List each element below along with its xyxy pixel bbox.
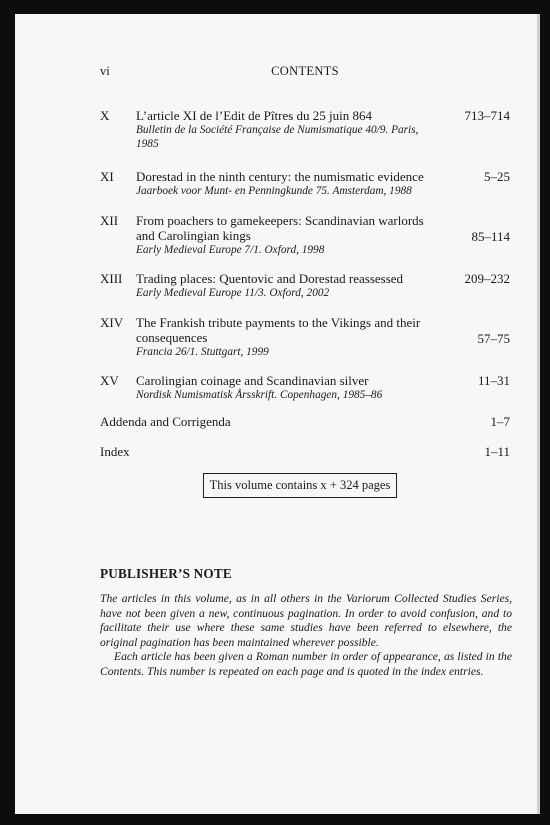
entry-source: Early Medieval Europe 7/1. Oxford, 1998 [136,244,325,256]
entry-numeral: X [100,108,110,123]
publishers-note-paragraph: Each article has been given a Roman number in order of appearance, as listed in the Contents. This number is repeated on each page and is quoted in the index entries. [100,650,512,678]
entry-source: Jaarboek voor Munt- en Penningkunde 75. Amsterdam, 1988 [136,185,412,197]
addenda-pages: 1–7 [490,414,510,429]
addenda-row [100,414,510,430]
entry-title: Carolingian coinage and Scandinavian silver [136,373,369,388]
volume-pages-box: This volume contains x + 324 pages [203,473,397,498]
entry-numeral: XI [100,169,114,184]
entry-numeral: XV [100,373,119,388]
entry-title: From poachers to gamekeepers: Scandinavian warlords and Carolingian kings [136,213,424,243]
index-row [100,444,510,460]
running-title: CONTENTS [271,64,339,78]
entry-numeral: XII [100,213,119,228]
entry-numeral: XIII [100,271,123,286]
index-pages: 1–11 [484,444,510,459]
page-number: vi [100,64,110,78]
entry-pages: 5–25 [484,169,510,184]
entry-pages: 713–714 [464,108,510,123]
entry-source: Francia 26/1. Stuttgart, 1999 [136,346,269,358]
entry-numeral: XIV [100,315,124,330]
entry-pages: 11–31 [477,373,510,388]
page-edge [537,14,540,814]
publishers-note-paragraph: The articles in this volume, as in all others in the Variorum Collected Studies Series, have not been given a new, continuous pagination. In order to avoid confusion, and to facilitate their use where these same studies have been referred to elsewhere, the original pagination has been maintained wherever possible. [100,592,512,649]
entry-pages: 85–114 [471,229,510,244]
entry-pages: 57–75 [477,331,510,346]
index-label: Index [100,444,130,459]
publishers-note [100,592,512,680]
entry-title: The Frankish tribute payments to the Vikings and their consequences [136,315,421,345]
entry-title: Trading places: Quentovic and Dorestad reassessed [136,271,404,286]
entry-title: L’article XI de l’Edit de Pîtres du 25 juin 864 [136,108,372,123]
entry-source: Early Medieval Europe 11/3. Oxford, 2002 [136,287,330,299]
entry-pages: 209–232 [464,271,510,286]
publishers-note-heading: PUBLISHER’S NOTE [100,566,232,581]
entry-source: Bulletin de la Société Française de Numismatique 40/9. Paris, 1985 [136,124,419,150]
entry-title: Dorestad in the ninth century: the numismatic evidence [136,169,424,184]
addenda-label: Addenda and Corrigenda [100,414,231,429]
entry-source: Nordisk Numismatisk Årsskrift. Copenhagen, 1985–86 [136,389,383,401]
